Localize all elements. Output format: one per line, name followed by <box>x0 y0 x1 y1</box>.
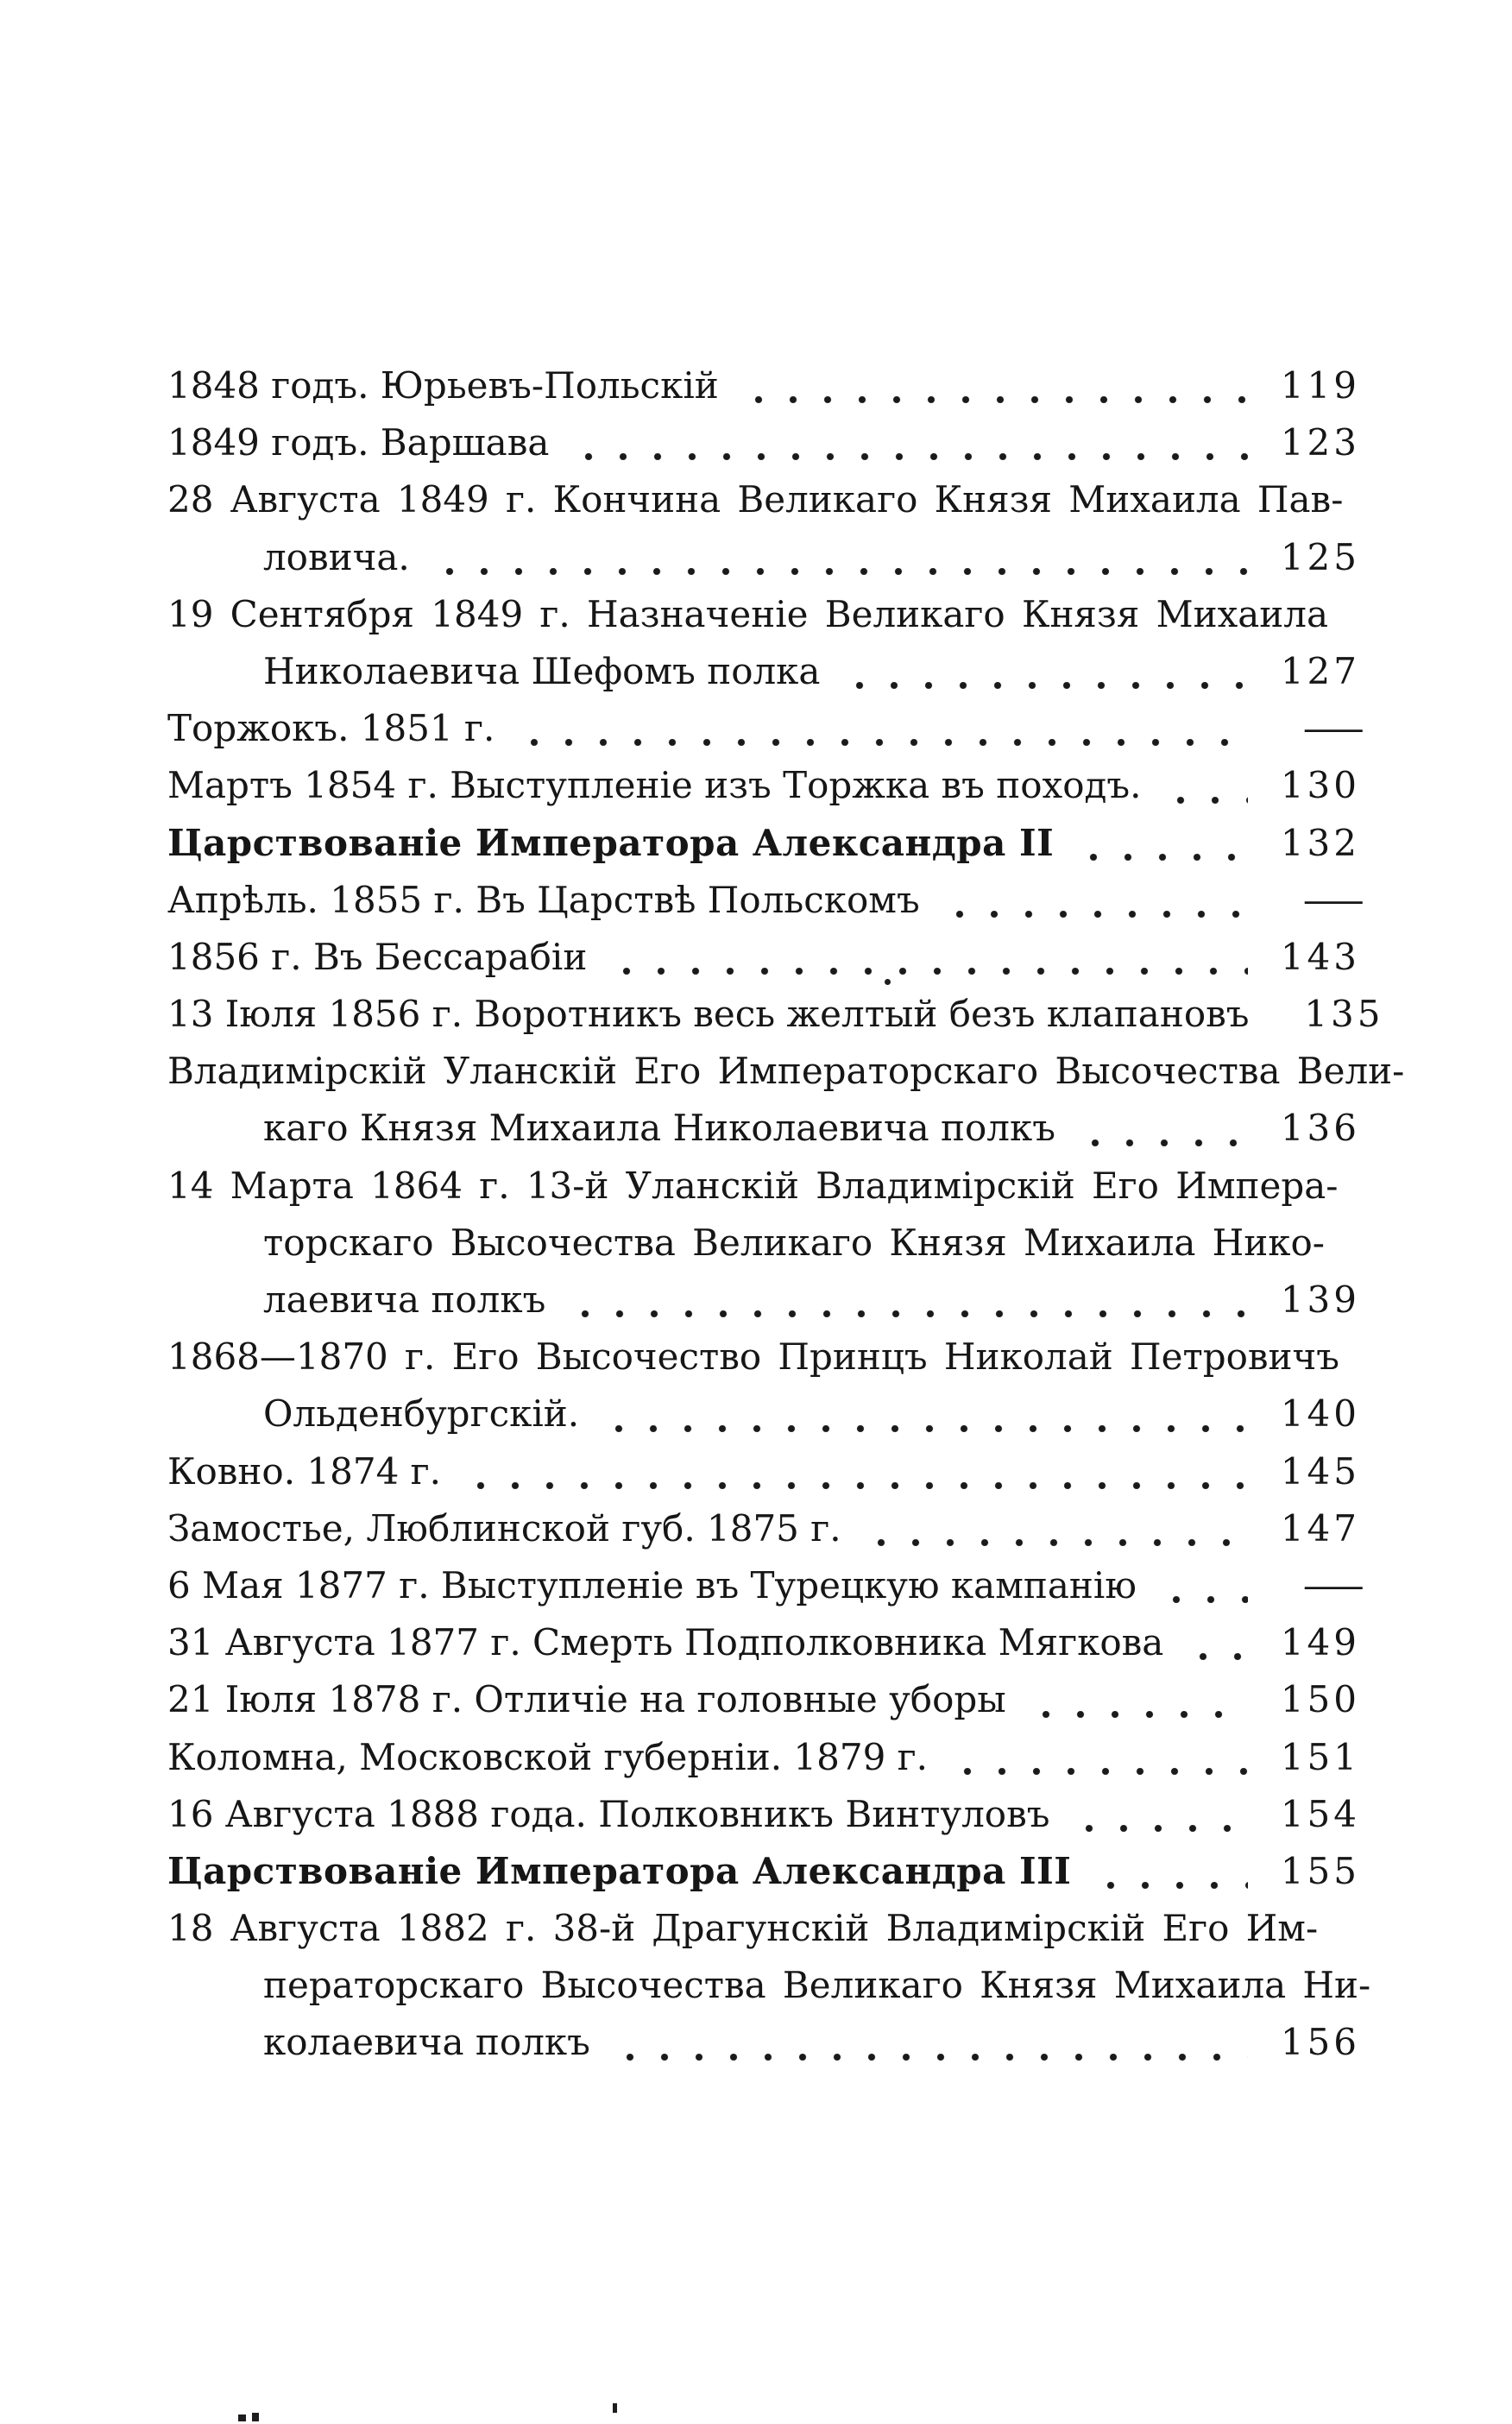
dot-leader <box>1093 1882 1248 1889</box>
dot-leader <box>1186 1653 1248 1660</box>
toc-row <box>167 1557 1365 1614</box>
toc-row <box>167 1957 1371 2014</box>
toc-page-number: 143 <box>1280 935 1360 978</box>
toc-page-number: 139 <box>1280 1278 1360 1321</box>
toc-entry-text: Николаевича Шефомъ полка <box>263 649 821 692</box>
toc-entry-text: Царствованіе Императора Александра II <box>167 821 1055 864</box>
toc-row <box>167 1100 1360 1157</box>
toc-entry-text: 19 Сентября 1849 г. Назначеніе Великаго Князя Михаила <box>167 592 1329 635</box>
toc-entry-text: лаевича полкъ <box>263 1278 546 1321</box>
toc-page-number: 130 <box>1280 764 1360 807</box>
toc-entry-text: 1868—1870 г. Его Высочество Принцъ Николай Петровичъ <box>167 1335 1339 1379</box>
scan-artifact <box>885 979 891 985</box>
toc-row <box>167 471 1360 528</box>
toc-page-number: 154 <box>1280 1792 1360 1835</box>
toc-entry-text: Мартъ 1854 г. Выступленіе изъ Торжка въ походъ. <box>167 764 1142 807</box>
dot-leader <box>741 396 1248 403</box>
dot-leader <box>1078 1139 1248 1146</box>
toc-row <box>167 1843 1360 1900</box>
scan-artifact <box>613 2403 617 2413</box>
toc-row <box>167 1158 1360 1215</box>
toc-page-number: 119 <box>1280 364 1360 407</box>
dot-leader <box>613 2054 1248 2061</box>
toc-entry-text: Коломна, Московской губерніи. 1879 г. <box>167 1735 929 1778</box>
toc-entry-text: Царствованіе Императора Александра III <box>167 1849 1072 1892</box>
dot-leader <box>842 682 1248 689</box>
dot-leader <box>1072 1825 1248 1832</box>
toc-page-number: — <box>1301 1563 1365 1607</box>
toc-row <box>167 1386 1360 1442</box>
scan-artifact <box>238 2415 246 2421</box>
toc-row <box>167 986 1384 1043</box>
toc-page-number: 140 <box>1280 1392 1360 1436</box>
toc-row <box>167 700 1365 757</box>
toc-page-number: 150 <box>1280 1678 1360 1721</box>
dot-leader <box>864 1539 1248 1546</box>
toc-entry-text: 16 Августа 1888 года. Полковникъ Винтуловъ <box>167 1792 1050 1835</box>
toc-entry-text: 31 Августа 1877 г. Смерть Подполковника Мягкова <box>167 1621 1164 1664</box>
toc-row <box>167 2014 1360 2071</box>
dot-leader <box>1163 797 1248 804</box>
toc <box>167 357 1405 2072</box>
toc-entry-text: 1856 г. Въ Бессарабіи <box>167 935 588 978</box>
toc-page-number: 151 <box>1280 1735 1360 1778</box>
toc-row <box>167 1443 1360 1500</box>
toc-page-number: 135 <box>1304 993 1384 1036</box>
dot-leader <box>609 968 1248 975</box>
toc-entry-text: Владимірскій Уланскій Его Императорскаго Высочества Вели- <box>167 1050 1405 1093</box>
toc-row <box>167 872 1365 929</box>
toc-page-number: 123 <box>1280 421 1360 464</box>
dot-leader <box>568 1310 1248 1317</box>
toc-entry-text: Замостье, Люблинской губ. 1875 г. <box>167 1506 841 1550</box>
toc-row <box>167 1614 1360 1671</box>
toc-row <box>167 1729 1360 1786</box>
toc-row <box>167 643 1360 700</box>
toc-row <box>167 1272 1360 1329</box>
toc-entry-text: ператорскаго Высочества Великаго Князя Михаила Ни- <box>263 1964 1371 2007</box>
toc-row <box>167 1500 1360 1557</box>
toc-page-number: 155 <box>1280 1849 1360 1892</box>
toc-entry-text: колаевича полкъ <box>263 2021 590 2064</box>
toc-entry-text: 1848 годъ. Юрьевъ-Польскій <box>167 364 719 407</box>
toc-entry-text: 13 Іюля 1856 г. Воротникъ весь желтый безъ клапановъ <box>167 993 1250 1036</box>
toc-page-number: — <box>1301 878 1365 921</box>
dot-leader <box>602 1425 1248 1432</box>
toc-entry-text: 28 Августа 1849 г. Кончина Великаго Князя Михаила Пав- <box>167 478 1344 521</box>
toc-page-number: 156 <box>1280 2021 1360 2064</box>
toc-row <box>167 1671 1360 1728</box>
toc-row <box>167 414 1360 471</box>
toc-page-number: 149 <box>1280 1621 1360 1664</box>
toc-row <box>167 1215 1360 1272</box>
dot-leader <box>942 911 1248 918</box>
toc-row <box>167 757 1360 814</box>
toc-page-number: 147 <box>1280 1506 1360 1550</box>
toc-page-number: 145 <box>1280 1449 1360 1493</box>
toc-row <box>167 529 1360 586</box>
toc-entry-text: ловича. <box>263 535 410 578</box>
toc-page-number: 132 <box>1280 821 1360 864</box>
dot-leader <box>517 739 1248 746</box>
toc-entry-text: Ольденбургскій. <box>263 1392 580 1436</box>
toc-page-number: 125 <box>1280 535 1360 578</box>
toc-page-number: 136 <box>1280 1107 1360 1150</box>
toc-row <box>167 1043 1405 1100</box>
dot-leader <box>463 1482 1248 1489</box>
scan-artifact <box>252 2413 259 2421</box>
dot-leader <box>571 453 1248 460</box>
toc-entry-text: каго Князя Михаила Николаевича полкъ <box>263 1107 1055 1150</box>
toc-page-number: 127 <box>1280 649 1360 692</box>
toc-row <box>167 1786 1360 1843</box>
toc-row <box>167 929 1360 986</box>
toc-entry-text: 14 Марта 1864 г. 13-й Уланскій Владимірскій Его Импера- <box>167 1164 1339 1207</box>
toc-entry-text: 18 Августа 1882 г. 38-й Драгунскій Владимірскій Его Им- <box>167 1907 1319 1950</box>
toc-row <box>167 1900 1360 1957</box>
toc-row <box>167 586 1360 643</box>
toc-entry-text: Апрѣль. 1855 г. Въ Царствѣ Польскомъ <box>167 878 920 921</box>
toc-row <box>167 1329 1360 1386</box>
dot-leader <box>432 568 1248 575</box>
toc-row <box>167 815 1360 872</box>
toc-page-number: — <box>1301 707 1365 750</box>
dot-leader <box>1076 854 1248 861</box>
toc-entry-text: Торжокъ. 1851 г. <box>167 707 495 750</box>
toc-entry-text: Ковно. 1874 г. <box>167 1449 442 1493</box>
toc-entry-text: 1849 годъ. Варшава <box>167 421 550 464</box>
dot-leader <box>1029 1711 1248 1718</box>
toc-entry-text: 21 Іюля 1878 г. Отличіе на головные уборы <box>167 1678 1006 1721</box>
toc-row <box>167 357 1360 414</box>
toc-entry-text: торскаго Высочества Великаго Князя Михаила Нико- <box>263 1221 1325 1264</box>
dot-leader <box>950 1768 1248 1775</box>
toc-entry-text: 6 Мая 1877 г. Выступленіе въ Турецкую кампанію <box>167 1563 1137 1607</box>
